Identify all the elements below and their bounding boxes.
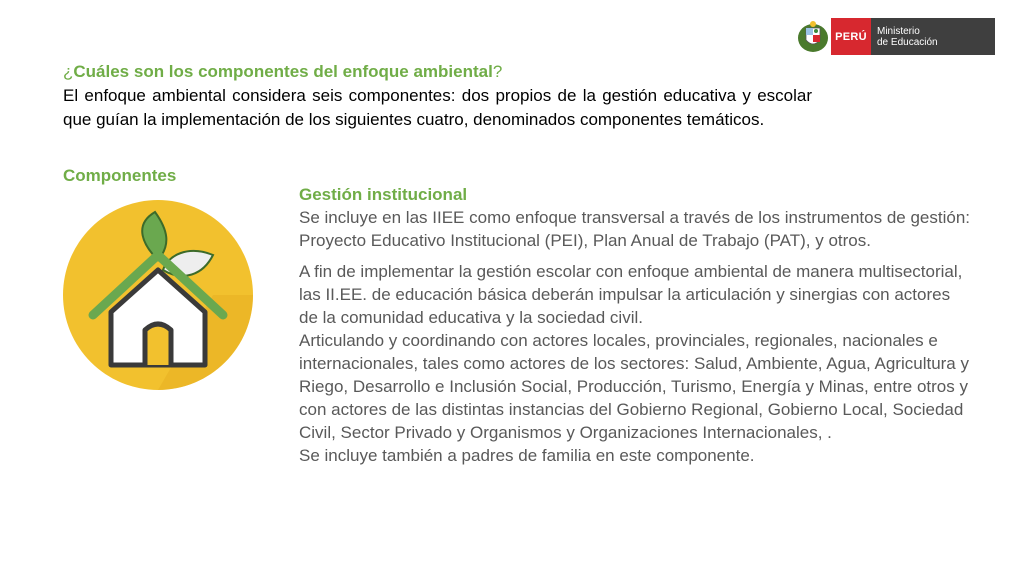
question-open: ¿	[63, 62, 74, 81]
ministry-line-2: de Educación	[877, 36, 938, 48]
eco-house-icon	[63, 200, 253, 390]
component-detail-1: A fin de implementar la gestión escolar con enfoque ambiental de manera multisectorial, las II.EE. de educación básica deberán impulsar la articulación y sinergias con actores de la comunidad educativa y la sociedad civil.	[299, 262, 963, 327]
ministry-line-1: Ministerio	[877, 25, 920, 37]
peru-coat-of-arms-icon	[795, 18, 831, 55]
component-title: Gestión institucional	[299, 185, 468, 204]
component-description: Se incluye en las IIEE como enfoque transversal a través de los instrumentos de gestión: Proyecto Educativo Institucional (PEI), Plan Anual de Trabajo (PAT), y otros.	[299, 208, 970, 250]
component-detail-3: Se incluye también a padres de familia en este componente.	[299, 446, 755, 465]
component-detail	[299, 183, 970, 467]
intro-paragraph: El enfoque ambiental considera seis componentes: dos propios de la gestión educativa y escolar que guían la implementación de los siguientes cuatro, denominados componentes temáticos.	[63, 86, 812, 129]
component-detail-2: Articulando y coordinando con actores locales, provinciales, regionales, nacionales e internacionales, tales como actores de los sectores: Salud, Ambiente, Agua, Agricultura y Riego, Desarrollo e Inclusión Social, Producción, Turismo, Energía y Minas, entre otros y con actores de las distintas instancias del Gobierno Regional, Gobierno Local, Sociedad Civil, Sector Privado y Organismos y Organizaciones Internacionales, .	[299, 331, 969, 442]
section-title: Componentes	[63, 166, 177, 185]
peru-label: PERÚ	[831, 18, 871, 55]
intro-block	[63, 60, 812, 132]
question-text: Cuáles son los componentes del enfoque ambiental	[73, 62, 493, 81]
intro-question	[63, 60, 812, 84]
question-close: ?	[492, 62, 503, 81]
ministry-name	[871, 18, 995, 55]
ministry-logo	[795, 18, 995, 55]
